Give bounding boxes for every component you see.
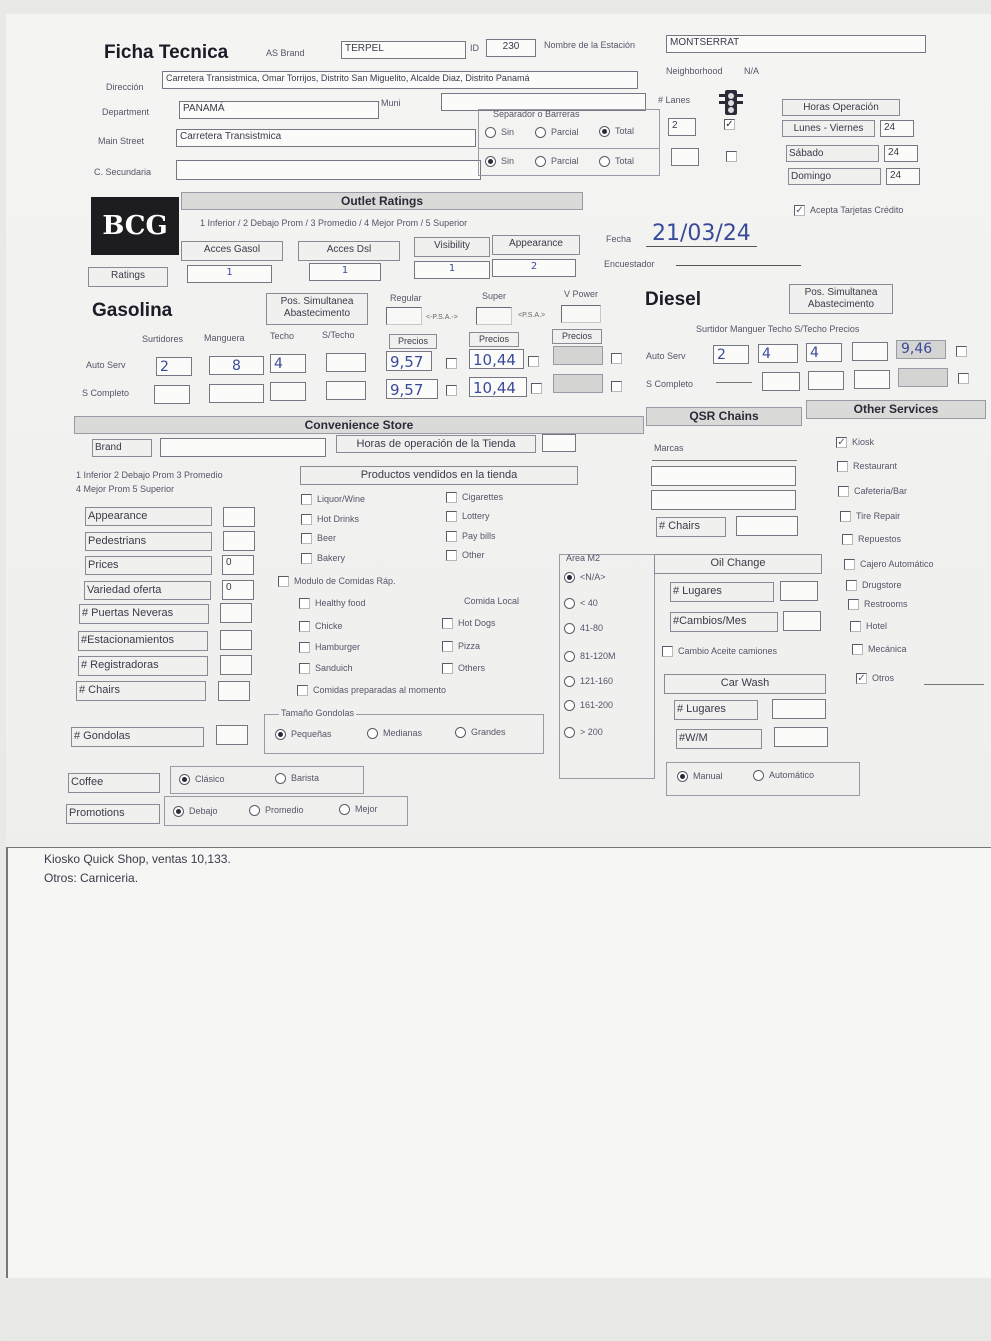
tire-repair-checkbox[interactable]: Tire Repair bbox=[840, 511, 900, 522]
cs-pedestrians-field[interactable] bbox=[223, 531, 255, 551]
lanes-field-2[interactable] bbox=[671, 148, 699, 166]
others-food-checkbox[interactable]: Others bbox=[442, 663, 485, 674]
pequenas-radio[interactable]: Pequeñas bbox=[275, 729, 332, 740]
otros-field[interactable] bbox=[924, 684, 984, 685]
gas-sc-manguera[interactable] bbox=[209, 384, 264, 403]
automatico-radio[interactable]: Automático bbox=[753, 770, 814, 781]
gas-as-vpower-price[interactable] bbox=[553, 346, 603, 365]
regular-psa-field[interactable] bbox=[386, 307, 422, 325]
cs-scale-1: 1 Inferior 2 Debajo Prom 3 Promedio bbox=[76, 470, 223, 480]
fecha-field[interactable]: 21/03/24 bbox=[646, 221, 757, 247]
cigarettes-checkbox[interactable]: Cigarettes bbox=[446, 492, 503, 503]
hamburger-checkbox[interactable]: Hamburger bbox=[299, 642, 360, 653]
c-secundaria-label: C. Secundaria bbox=[94, 167, 152, 177]
gas-sc-super-check[interactable] bbox=[531, 383, 542, 394]
diesel-sc-precio[interactable] bbox=[898, 368, 948, 387]
coffee-label: Coffee bbox=[68, 773, 160, 793]
psa-label-2: <P.S.A.> bbox=[518, 312, 546, 319]
sabado-label: Sábado bbox=[786, 145, 879, 162]
cs-horas-field[interactable] bbox=[542, 434, 576, 452]
gas-sc-vpower-check[interactable] bbox=[611, 381, 622, 392]
sabado-field[interactable]: 24 bbox=[884, 145, 918, 162]
gas-sc-vpower-price[interactable] bbox=[553, 374, 603, 393]
comida-local-label: Comida Local bbox=[464, 596, 520, 606]
sep2-total-radio[interactable]: Total bbox=[599, 156, 634, 167]
main-street-field[interactable]: Carretera Transistmica bbox=[176, 129, 476, 147]
precios-vpower-label: Precios bbox=[552, 329, 602, 344]
diesel-sc-manguer[interactable] bbox=[762, 372, 800, 391]
id-label: ID bbox=[470, 43, 479, 53]
cw-wm-field[interactable] bbox=[774, 727, 828, 747]
acces-gasol-label: Acces Gasol bbox=[181, 241, 283, 261]
lunes-viernes-field[interactable]: 24 bbox=[880, 120, 914, 137]
pizza-checkbox[interactable]: Pizza bbox=[442, 641, 480, 652]
oil-lugares-field[interactable] bbox=[780, 581, 818, 601]
rating-gasol-field[interactable]: 1 bbox=[187, 265, 272, 283]
area-m2-group bbox=[559, 554, 655, 779]
gas-as-vpower-check[interactable] bbox=[611, 353, 622, 364]
cs-prices-label: Prices bbox=[85, 556, 212, 575]
neighborhood-label: Neighborhood bbox=[666, 66, 723, 76]
diesel-pos-simultanea: Pos. Simultanea Abastecimento bbox=[789, 284, 893, 314]
area-81-120-radio[interactable]: 81-120M bbox=[564, 651, 616, 662]
oil-lugares-label: # Lugares bbox=[670, 582, 774, 602]
cs-gondolas-field[interactable] bbox=[216, 725, 248, 745]
cs-variedad-label: Variedad oferta bbox=[84, 581, 211, 600]
visibility-label: Visibility bbox=[414, 237, 490, 257]
cs-prices-field[interactable]: 0 bbox=[222, 555, 254, 575]
chicke-checkbox[interactable]: Chicke bbox=[299, 621, 343, 632]
diesel-as-techo[interactable]: 4 bbox=[806, 343, 842, 362]
cambio-aceite-checkbox[interactable]: Cambio Aceite camiones bbox=[662, 646, 777, 657]
brand-label: ΑS Brand bbox=[266, 48, 305, 58]
s-techo-label: S/Techo bbox=[322, 330, 355, 340]
marcas-field-1[interactable] bbox=[652, 460, 797, 461]
cw-lugares-field[interactable] bbox=[772, 699, 826, 719]
marcas-field-2[interactable] bbox=[651, 466, 796, 486]
promedio-radio[interactable]: Promedio bbox=[249, 805, 304, 816]
area-lt40-radio[interactable]: < 40 bbox=[564, 598, 598, 609]
diesel-sc-techo[interactable] bbox=[808, 371, 844, 390]
promotions-group bbox=[164, 796, 408, 826]
sep2-parcial-radio[interactable]: Parcial bbox=[535, 156, 579, 167]
ratings-label: Ratings bbox=[88, 267, 168, 287]
marcas-field-3[interactable] bbox=[651, 490, 796, 510]
lanes-checkbox-2[interactable] bbox=[726, 151, 737, 162]
rating-visibility-field[interactable]: 1 bbox=[414, 261, 490, 279]
gas-as-regular-price[interactable]: 9,57 bbox=[386, 351, 432, 371]
c-secundaria-field[interactable] bbox=[176, 160, 481, 180]
gas-as-regular-check[interactable] bbox=[446, 358, 457, 369]
encuestador-label: Encuestador bbox=[604, 259, 655, 269]
gas-auto-serv-label: Auto Serv bbox=[86, 360, 126, 370]
area-41-80-radio[interactable]: 41-80 bbox=[564, 623, 603, 634]
cs-estacionamientos-field[interactable] bbox=[220, 630, 252, 650]
diesel-title: Diesel bbox=[645, 289, 701, 310]
drugstore-checkbox[interactable]: Drugstore bbox=[846, 580, 902, 591]
super-label: Super bbox=[482, 291, 507, 301]
hot-dogs-checkbox[interactable]: Hot Dogs bbox=[442, 618, 496, 629]
diesel-as-precio[interactable]: 9,46 bbox=[896, 340, 946, 359]
sep1-sin-radio[interactable]: Sin bbox=[485, 127, 514, 138]
repuestos-checkbox[interactable]: Repuestos bbox=[842, 534, 901, 545]
direccion-label: Dirección bbox=[106, 82, 144, 92]
other-product-checkbox[interactable]: Other bbox=[446, 550, 485, 561]
diesel-sc-check[interactable] bbox=[958, 373, 969, 384]
oil-change-label: Oil Change bbox=[654, 554, 822, 574]
hot-drinks-checkbox[interactable]: Hot Drinks bbox=[301, 514, 359, 525]
diesel-as-manguer[interactable]: 4 bbox=[758, 344, 798, 363]
cs-brand-field[interactable] bbox=[160, 438, 326, 457]
cs-scale-2: 4 Mejor Prom 5 Superior bbox=[76, 484, 175, 494]
gas-as-super-check[interactable] bbox=[528, 356, 539, 367]
precios-regular-label: Precios bbox=[389, 334, 437, 349]
gas-sc-regular-check[interactable] bbox=[446, 385, 457, 396]
separador-group-1 bbox=[478, 109, 660, 149]
manual-radio[interactable]: Manual bbox=[677, 771, 723, 782]
kiosk-checkbox[interactable]: ✓ Kiosk bbox=[837, 437, 875, 449]
diesel-as-check[interactable] bbox=[956, 346, 967, 357]
healthy-food-checkbox[interactable]: Healthy food bbox=[299, 598, 366, 609]
diesel-sc-s-techo[interactable] bbox=[854, 370, 890, 389]
manguera-label: Manguera bbox=[204, 333, 245, 343]
acepta-tarjetas-checkbox[interactable]: ✓ Acepta Tarjetas Crédito bbox=[795, 205, 904, 216]
lunes-viernes-label: Lunes - Viernes bbox=[782, 120, 875, 137]
restrooms-checkbox[interactable]: Restrooms bbox=[848, 599, 908, 610]
car-wash-type-group bbox=[666, 762, 860, 796]
cw-wm-label: #W/M bbox=[676, 729, 762, 749]
rating-appearance-field[interactable]: 2 bbox=[492, 259, 576, 277]
lanes-field[interactable]: 2 bbox=[668, 118, 696, 136]
domingo-label: Domingo bbox=[788, 168, 881, 185]
cs-puertas-field[interactable] bbox=[220, 603, 252, 623]
car-wash-label: Car Wash bbox=[664, 674, 826, 694]
surtidores-label: Surtidores bbox=[142, 334, 184, 344]
other-services-title: Other Services bbox=[806, 400, 986, 419]
diesel-s-completo-label: S Completo bbox=[646, 379, 694, 389]
area-na-radio[interactable]: <N/A> bbox=[564, 572, 606, 583]
gas-sc-s-techo[interactable] bbox=[326, 381, 366, 400]
sep1-total-radio[interactable]: Total bbox=[599, 126, 634, 137]
cs-gondolas-label: # Gondolas bbox=[71, 727, 204, 747]
gasolina-title: Gasolina bbox=[92, 300, 173, 321]
bakery-checkbox[interactable]: Bakery bbox=[301, 553, 345, 564]
beer-checkbox[interactable]: Beer bbox=[301, 533, 336, 544]
lanes-checkbox[interactable]: ✓ bbox=[725, 119, 734, 130]
productos-label: Productos vendidos en la tienda bbox=[300, 466, 578, 485]
vpower-psa-field[interactable] bbox=[561, 305, 601, 323]
domingo-field[interactable]: 24 bbox=[886, 168, 920, 185]
diesel-as-s-techo[interactable] bbox=[852, 342, 888, 361]
qsr-chains-title: QSR Chains bbox=[646, 407, 802, 426]
liquor-checkbox[interactable]: Liquor/Wine bbox=[301, 494, 365, 505]
lottery-checkbox[interactable]: Lottery bbox=[446, 511, 490, 522]
gas-sc-techo[interactable] bbox=[270, 382, 306, 401]
gas-sc-surtidores[interactable] bbox=[154, 385, 190, 404]
gas-as-manguera[interactable]: 8 bbox=[209, 356, 264, 375]
convenience-store-title: Convenience Store bbox=[74, 416, 644, 434]
bcg-logo: BCG bbox=[91, 197, 179, 255]
area-161-200-radio[interactable]: 161-200 bbox=[564, 700, 613, 711]
otros-checkbox[interactable]: ✓ Otros bbox=[857, 673, 895, 685]
medianas-radio[interactable]: Medianas bbox=[367, 728, 422, 739]
cs-puertas-label: # Puertas Neveras bbox=[79, 604, 209, 624]
marcas-label: Marcas bbox=[654, 443, 684, 453]
oil-cambios-label: #Cambios/Mes bbox=[670, 612, 778, 632]
gas-as-techo[interactable]: 4 bbox=[270, 354, 306, 373]
direccion-field[interactable]: Carretera Transistmica, Omar Torrijos, Distrito San Miguelito, Alcalde Diaz, Distrito Panamá bbox=[162, 71, 638, 89]
cs-pedestrians-label: Pedestrians bbox=[85, 532, 212, 551]
cs-appearance-label: Appearance bbox=[85, 507, 212, 526]
brand-field[interactable]: TERPEL bbox=[341, 41, 466, 59]
grandes-radio[interactable]: Grandes bbox=[455, 727, 506, 738]
traffic-light-icon bbox=[718, 89, 744, 117]
gas-s-completo-label: S Completo bbox=[82, 388, 130, 398]
gas-as-surtidores[interactable]: 2 bbox=[156, 357, 192, 376]
outlet-rating-scale: 1 Inferior / 2 Debajo Prom / 3 Promedio / 4 Mejor Prom / 5 Superior bbox=[200, 218, 468, 228]
sanduich-checkbox[interactable]: Sanduich bbox=[299, 663, 353, 674]
page-title: Ficha Tecnica bbox=[104, 42, 229, 63]
area-m2-label: Area M2 bbox=[566, 553, 601, 563]
diesel-as-surtidor[interactable]: 2 bbox=[713, 345, 749, 364]
pay-bills-checkbox[interactable]: Pay bills bbox=[446, 531, 496, 542]
horas-operacion-button[interactable]: Horas Operación bbox=[782, 99, 900, 116]
id-field[interactable]: 230 bbox=[486, 39, 536, 57]
outlet-ratings-title: Outlet Ratings bbox=[181, 192, 583, 210]
form-sheet bbox=[6, 14, 991, 1341]
qsr-chairs-label: # Chairs bbox=[656, 517, 726, 537]
modulo-comidas-checkbox[interactable]: Modulo de Comidas Ráp. bbox=[278, 576, 396, 587]
cs-chairs-label: # Chairs bbox=[76, 681, 206, 701]
station-name-field[interactable]: MONTSERRAT bbox=[666, 35, 926, 53]
neighborhood-value[interactable]: N/A bbox=[744, 66, 760, 76]
cafeteria-checkbox[interactable]: Cafeteria/Bar bbox=[838, 486, 907, 497]
restaurant-checkbox[interactable]: Restaurant bbox=[837, 461, 897, 472]
mecanica-checkbox[interactable]: Mecánica bbox=[852, 644, 907, 655]
clasico-radio[interactable]: Clásico bbox=[179, 774, 225, 785]
techo-label: Techo bbox=[270, 331, 295, 341]
area-gt200-radio[interactable]: > 200 bbox=[564, 727, 603, 738]
department-field[interactable]: PANAMÁ bbox=[179, 101, 379, 119]
acces-dsl-label: Acces Dsl bbox=[298, 241, 400, 261]
muni-label: Muni bbox=[381, 98, 401, 108]
station-name-label: Nombre de la Estación bbox=[544, 40, 636, 50]
cs-chairs-field[interactable] bbox=[218, 681, 250, 701]
department-label: Department bbox=[102, 107, 150, 117]
area-121-160-radio[interactable]: 121-160 bbox=[564, 676, 613, 687]
mejor-radio[interactable]: Mejor bbox=[339, 804, 378, 815]
fecha-label: Fecha bbox=[606, 234, 632, 244]
diesel-sc-surtidor[interactable] bbox=[716, 382, 752, 383]
precios-super-label: Precios bbox=[469, 332, 519, 347]
psa-label-1: <-P.S.A.-> bbox=[426, 314, 458, 321]
cs-registradoras-label: # Registradoras bbox=[78, 656, 208, 676]
notes-line-2: Otros: Carniceria. bbox=[44, 871, 139, 885]
tamano-gondolas-label: Tamaño Gondolas bbox=[281, 708, 355, 718]
oil-cambios-field[interactable] bbox=[783, 611, 821, 631]
regular-label: Regular bbox=[390, 293, 422, 303]
gas-as-s-techo[interactable] bbox=[326, 353, 366, 372]
main-street-label: Main Street bbox=[98, 136, 145, 146]
cw-lugares-label: # Lugares bbox=[674, 700, 758, 720]
appearance-label: Appearance bbox=[492, 235, 580, 255]
gas-sc-super-price[interactable]: 10,44 bbox=[469, 377, 527, 397]
diesel-auto-serv-label: Auto Serv bbox=[646, 351, 686, 361]
hotel-checkbox[interactable]: Hotel bbox=[850, 621, 887, 632]
diesel-columns-label: Surtidor Manguer Techo S/Techo Precios bbox=[696, 324, 860, 334]
rating-dsl-field[interactable]: 1 bbox=[309, 263, 381, 281]
qsr-chairs-field[interactable] bbox=[736, 516, 798, 536]
cs-registradoras-field[interactable] bbox=[220, 655, 252, 675]
cajero-checkbox[interactable]: Cajero Automático bbox=[844, 559, 934, 570]
super-psa-field[interactable] bbox=[476, 307, 512, 325]
notes-line-1: Kiosko Quick Shop, ventas 10,133. bbox=[44, 852, 231, 866]
comidas-preparadas-checkbox[interactable]: Comidas preparadas al momento bbox=[297, 685, 446, 696]
separador-label: Separador o Barreras bbox=[493, 109, 580, 119]
barista-radio[interactable]: Barista bbox=[275, 773, 319, 784]
lanes-label: # Lanes bbox=[658, 95, 691, 105]
encuestador-field[interactable] bbox=[676, 265, 801, 266]
coffee-group bbox=[170, 766, 364, 794]
cs-estacionamientos-label: #Estacionamientos bbox=[78, 631, 208, 651]
gas-sc-regular-price[interactable]: 9,57 bbox=[386, 379, 438, 399]
cs-appearance-field[interactable] bbox=[223, 507, 255, 527]
sep2-sin-radio[interactable]: Sin bbox=[485, 156, 514, 167]
vpower-label: V Power bbox=[564, 289, 599, 299]
notes-textarea[interactable] bbox=[6, 847, 991, 1278]
cs-horas-label: Horas de operación de la Tienda bbox=[336, 435, 536, 453]
separador-group-2 bbox=[478, 148, 660, 176]
tamano-gondolas-group bbox=[264, 708, 544, 754]
gas-pos-simultanea: Pos. Simultanea Abastecimento bbox=[266, 293, 368, 325]
cs-variedad-field[interactable]: 0 bbox=[222, 580, 254, 600]
cs-brand-label: Brand bbox=[92, 439, 152, 457]
debajo-radio[interactable]: Debajo bbox=[173, 806, 218, 817]
gas-as-super-price[interactable]: 10,44 bbox=[469, 349, 524, 369]
sep1-parcial-radio[interactable]: Parcial bbox=[535, 127, 579, 138]
promotions-label: Promotions bbox=[66, 804, 160, 824]
